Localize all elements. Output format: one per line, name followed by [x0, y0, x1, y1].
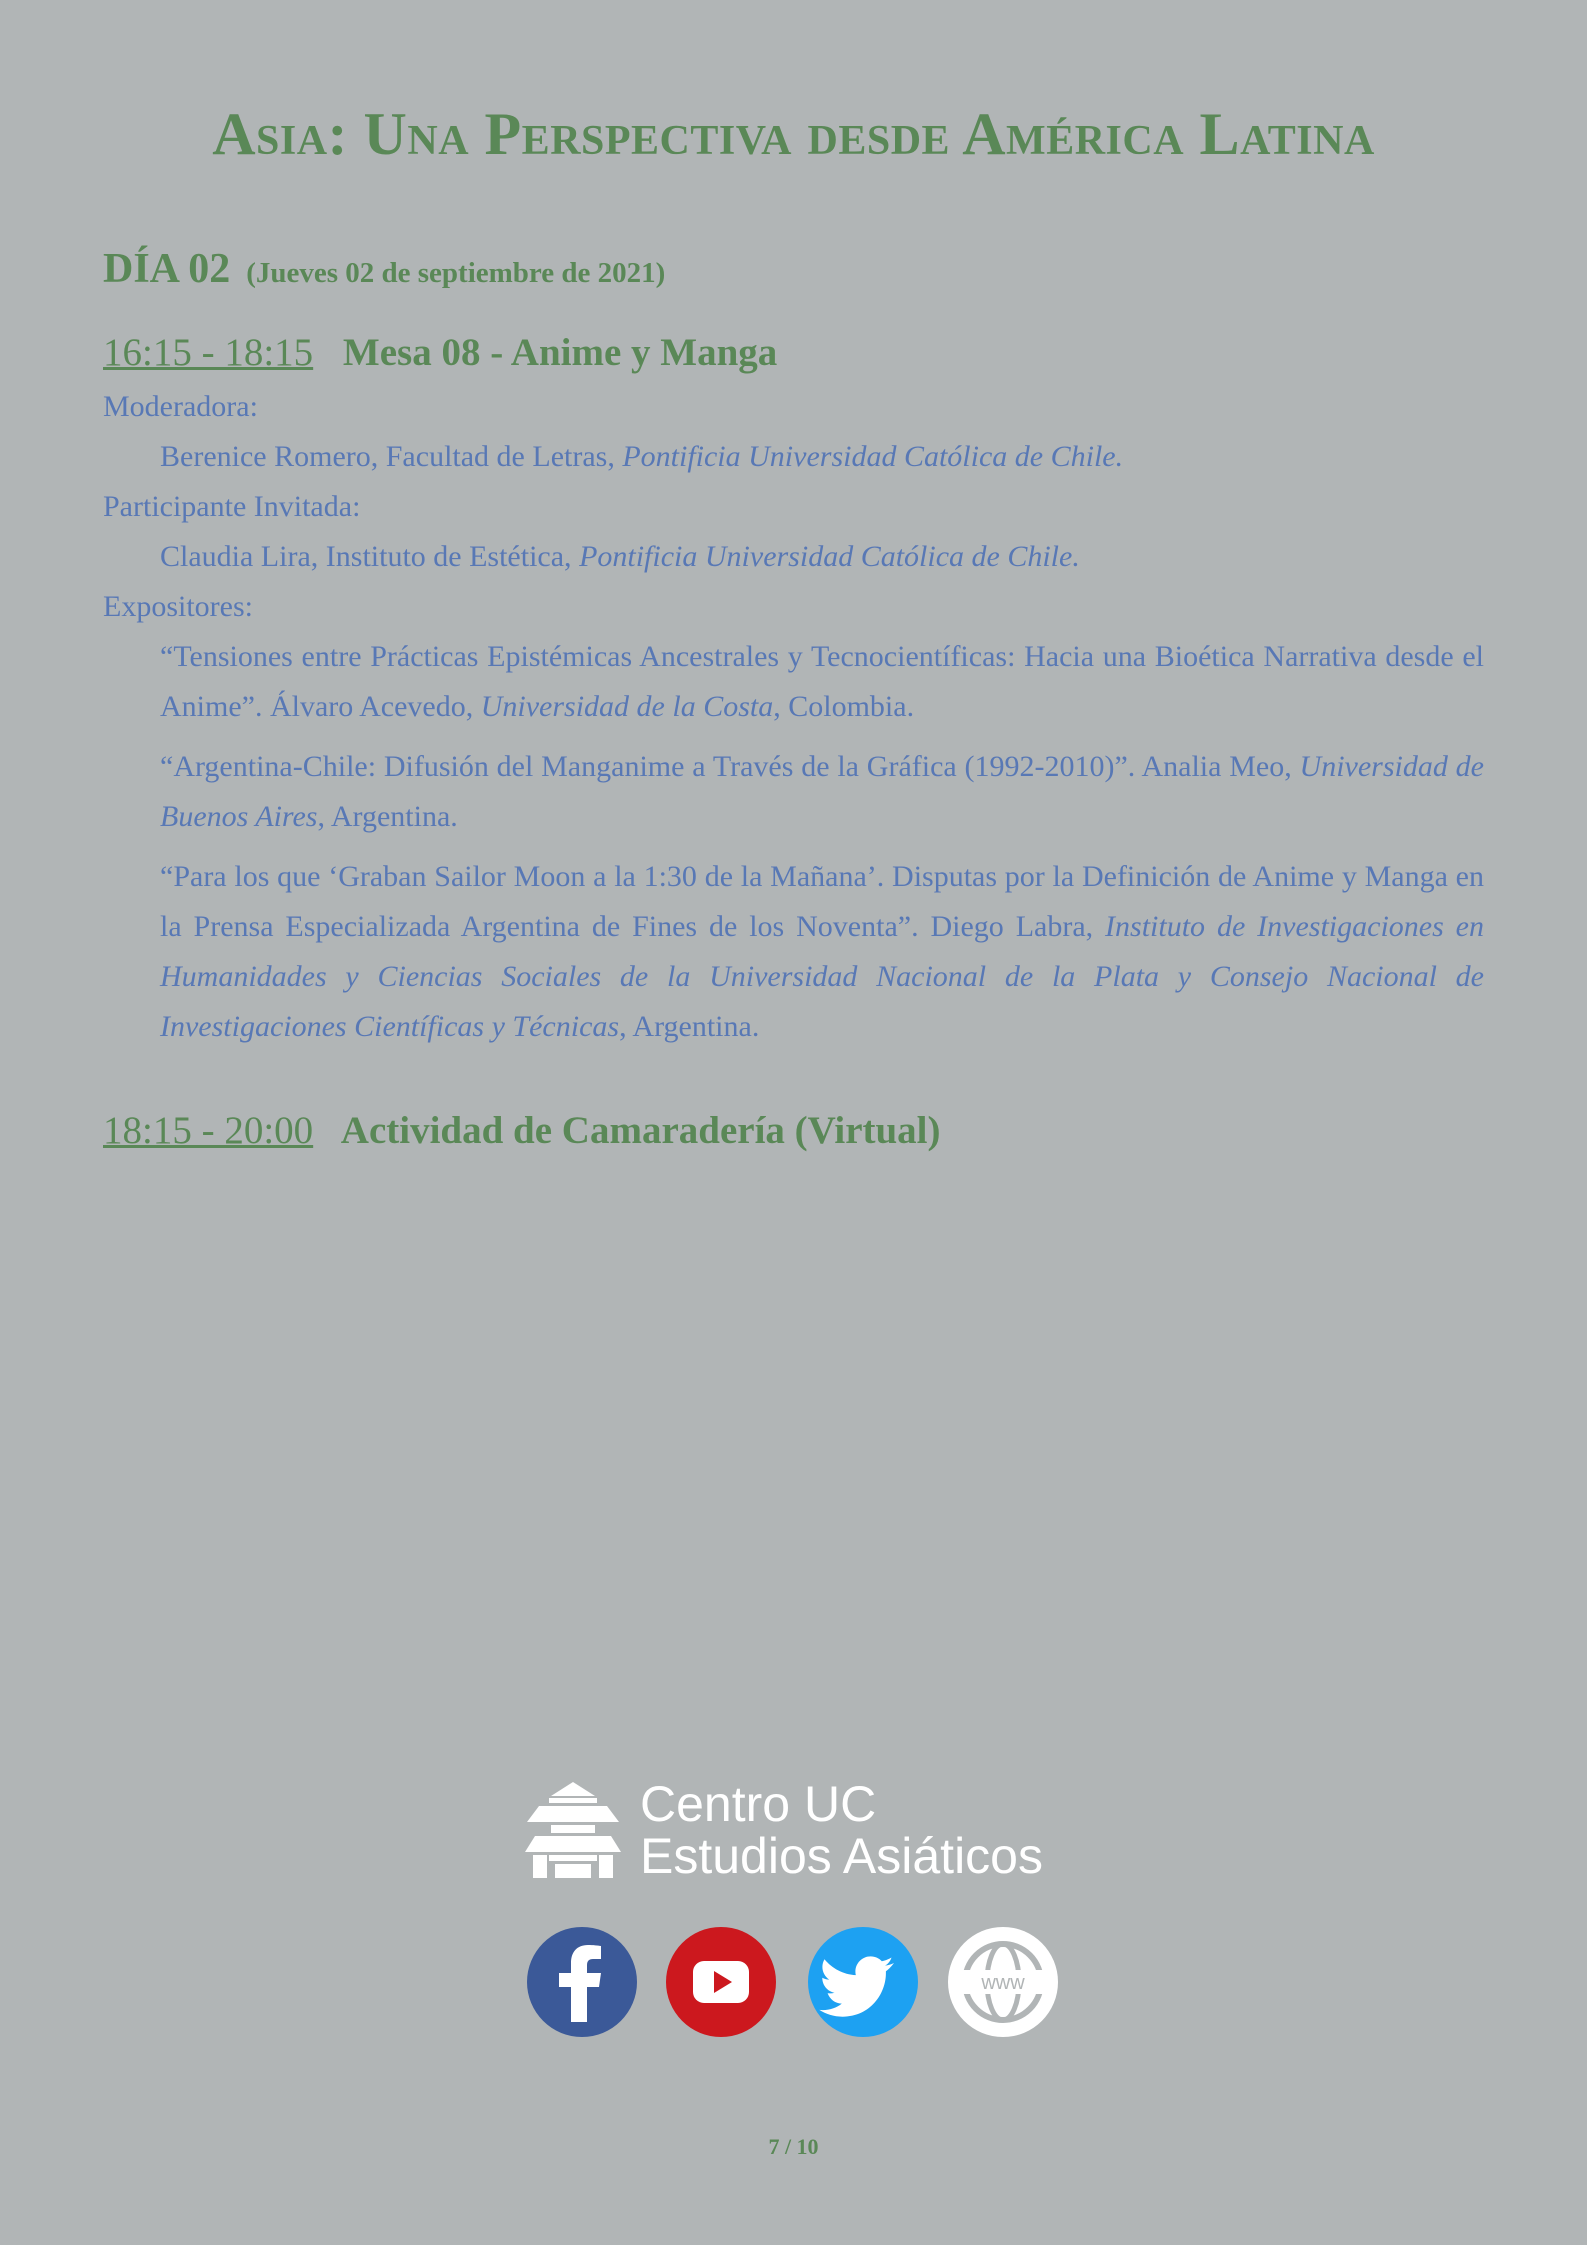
pagoda-icon [525, 1780, 621, 1880]
page-number: 7 / 10 [768, 2134, 819, 2159]
document-title: Asia: Una Perspectiva desde América Latina [212, 101, 1375, 167]
presenter-text: “Argentina-Chile: Difusión del Manganime a Través de la Gráfica (1992-2010)”. Analia Meo, [160, 750, 1300, 783]
website-link[interactable] [948, 1927, 1058, 2037]
logo-text [640, 1778, 1043, 1882]
www-icon [948, 1927, 1058, 2037]
presenter-country: , Argentina. [619, 1010, 760, 1043]
session-time: 16:15 - 18:15 [103, 331, 314, 374]
guest-person: Claudia Lira, Instituto de Estética, [160, 540, 580, 573]
logo-line-2: Estudios Asiáticos [640, 1828, 1043, 1884]
session-heading [103, 330, 777, 375]
guest-entry [160, 532, 1484, 582]
presenter-institution: Universidad de la Costa [480, 690, 774, 723]
www-label: www [981, 1972, 1025, 1994]
presenter-text: “Tensiones entre Prácticas Epistémicas Ancestrales y Tecnocientíficas: Hacia una Bioética Narrativa desde el Anime”. Álvaro Acevedo, [160, 640, 1484, 723]
session-heading [103, 1108, 941, 1153]
twitter-icon [808, 1927, 918, 2037]
presenter-institution: Universidad de Buenos Aires [160, 750, 1484, 833]
guest-label: Participante Invitada: [103, 490, 361, 523]
moderator-label: Moderadora: [103, 390, 258, 423]
day-heading [103, 245, 665, 293]
presenter-text: “Para los que ‘Graban Sailor Moon a la 1:30 de la Mañana’. Disputas por la Definición de Anime y Manga en la Prensa Especializada Argentina de Fines de los Noventa”. Diego Labra, [160, 860, 1484, 943]
logo-line-1: Centro UC [640, 1776, 877, 1832]
presenter-entry [160, 852, 1484, 1052]
presenter-institution: Instituto de Investigaciones en Humanidades y Ciencias Sociales de la Universidad Nacional de la Plata y Consejo Nacional de Investigaciones Científicas y Técnicas [160, 910, 1484, 1043]
twitter-link[interactable] [808, 1927, 918, 2037]
day-date: (Jueves 02 de septiembre de 2021) [246, 257, 666, 289]
presenters-label: Expositores: [103, 590, 253, 623]
guest-institution: Pontificia Universidad Católica de Chile. [579, 540, 1080, 573]
day-label: DÍA 02 [103, 246, 231, 292]
moderator-person: Berenice Romero, Facultad de Letras, [160, 440, 623, 473]
presenter-entry [160, 632, 1484, 732]
moderator-entry [160, 432, 1484, 482]
moderator-institution: Pontificia Universidad Católica de Chile. [622, 440, 1124, 473]
presenter-entry [160, 742, 1484, 842]
session-name: Actividad de Camaradería (Virtual) [340, 1109, 941, 1152]
presenter-country: , Colombia. [773, 690, 915, 723]
centro-uc-logo [520, 1778, 1080, 1888]
session-time: 18:15 - 20:00 [103, 1109, 314, 1152]
youtube-icon [666, 1927, 776, 2037]
facebook-link[interactable] [527, 1927, 637, 2037]
session-name: Mesa 08 - Anime y Manga [342, 331, 778, 374]
presenter-country: , Argentina. [317, 800, 458, 833]
facebook-icon [527, 1927, 637, 2037]
youtube-link[interactable] [666, 1927, 776, 2037]
